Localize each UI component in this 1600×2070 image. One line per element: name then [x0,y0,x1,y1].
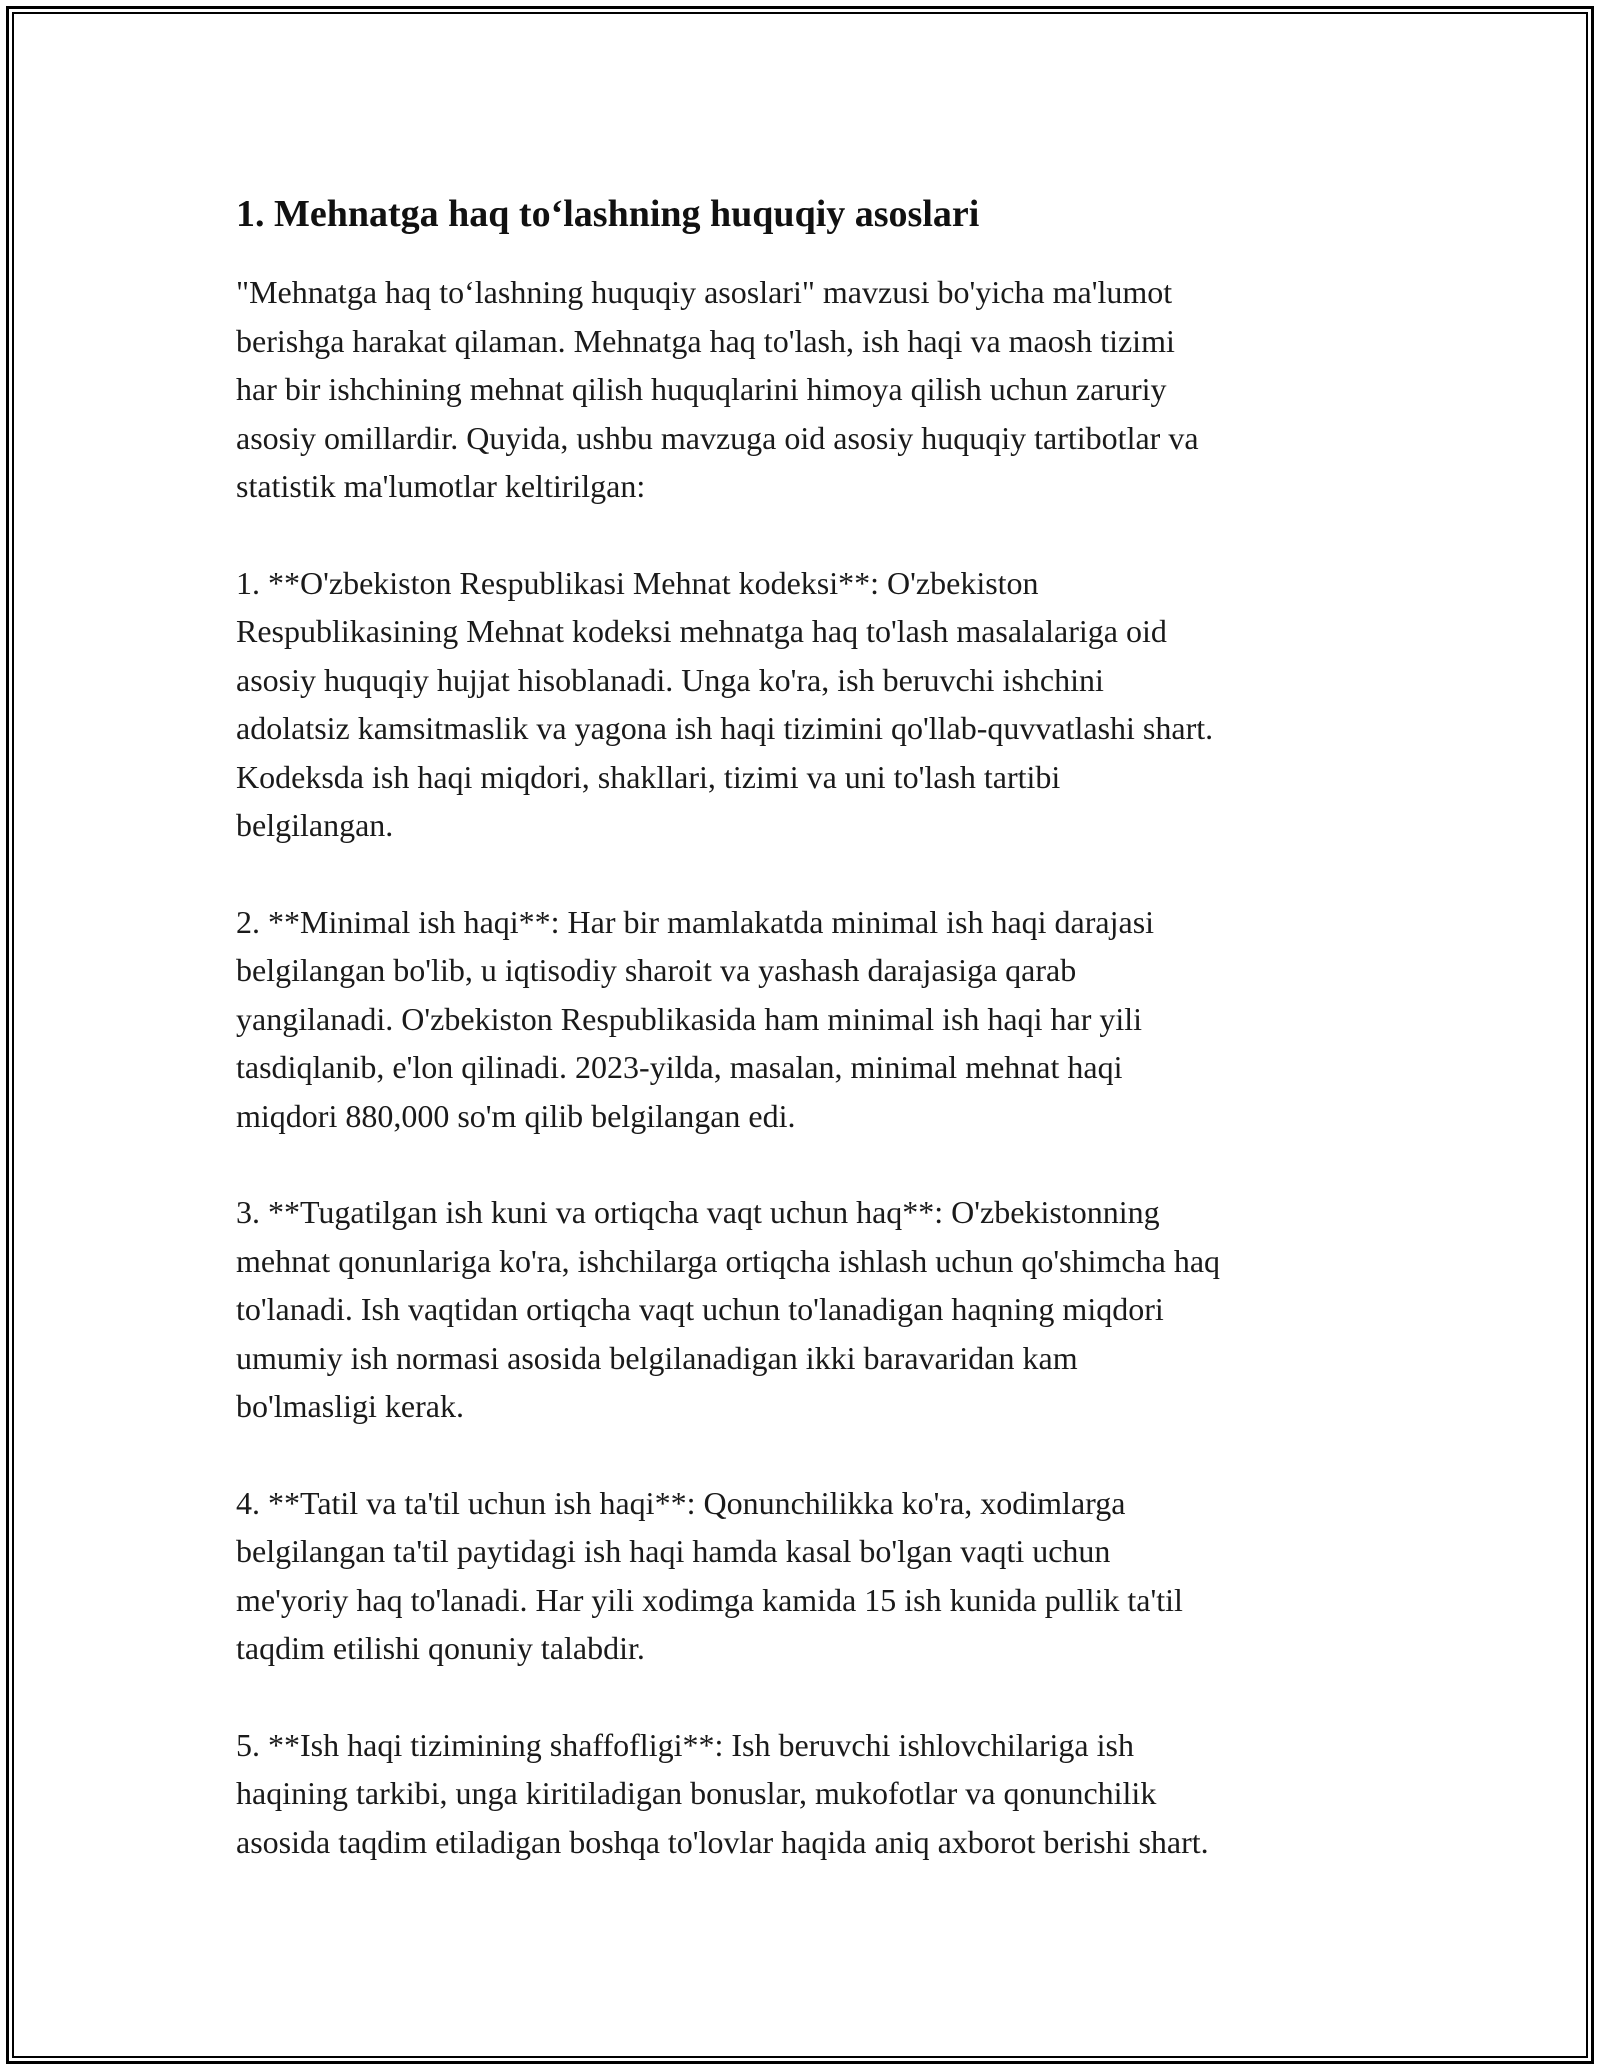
paragraph-wage-transparency: 5. **Ish haqi tizimining shaffofligi**: Ish beruvchi ishlovchilariga ish haqining tarkibi, unga kiritiladigan bonuslar, mukofotlar va qonunchilik asosida taqdim etiladigan boshqa to'lovlar haqida aniq axborot berishi shart. [236,1726,1209,1860]
document-body [236,188,1371,1914]
paragraph-overtime-pay: 3. **Tugatilgan ish kuni va ortiqcha vaqt uchun haq**: O'zbekistonning mehnat qonunlariga ko'ra, ishchilarga ortiqcha ishlash uchun qo'shimcha haq to'lanadi. Ish vaqtidan ortiqcha vaqt uchun to'lanadigan haqning miqdori umumiy ish normasi asosida belgilanadigan ikki baravaridan kam bo'lmasligi kerak. [236,1194,1221,1424]
paragraph-labor-code: 1. **O'zbekiston Respublikasi Mehnat kodeksi**: O'zbekiston Respublikasining Mehnat kodeksi mehnatga haq to'lash masalalariga oid asosiy huquqiy hujjat hisoblanadi. Unga ko'ra, ish beruvchi ishchini adolatsiz kamsitmaslik va yagona ish haqi tizimini qo'llab-quvvatlashi shart. Kodeksda ish haqi miqdori, shakllari, tizimi va uni to'lash tartibi belgilangan. [236,564,1214,843]
section-heading: 1. Mehnatga haq to‘lashning huquqiy asoslari [236,193,980,235]
intro-paragraph: "Mehnatga haq to‘lashning huquqiy asoslari" mavzusi bo'yicha ma'lumot berishga harakat qilaman. Mehnatga haq to'lash, ish haqi va maosh tizimi har bir ishchining mehnat qilish huquqlarini himoya qilish uchun zaruriy asosiy omillardir. Quyida, ushbu mavzuga oid asosiy huquqiy tartibotlar va statistik ma'lumotlar keltirilgan: [236,274,1199,504]
paragraph-minimum-wage: 2. **Minimal ish haqi**: Har bir mamlakatda minimal ish haqi darajasi belgilangan bo'lib, u iqtisodiy sharoit va yashash darajasiga qarab yangilanadi. O'zbekiston Respublikasida ham minimal ish haqi har yili tasdiqlanib, e'lon qilinadi. 2023-yilda, masalan, minimal mehnat haqi miqdori 880,000 so'm qilib belgilangan edi. [236,903,1155,1134]
paragraph-vacation-pay: 4. **Tatil va ta'til uchun ish haqi**: Qonunchilikka ko'ra, xodimlarga belgilangan ta'til paytidagi ish haqi hamda kasal bo'lgan vaqti uchun me'yoriy haq to'lanadi. Har yili xodimga kamida 15 ish kunida pullik ta'til taqdim etilishi qonuniy talabdir. [236,1484,1183,1666]
